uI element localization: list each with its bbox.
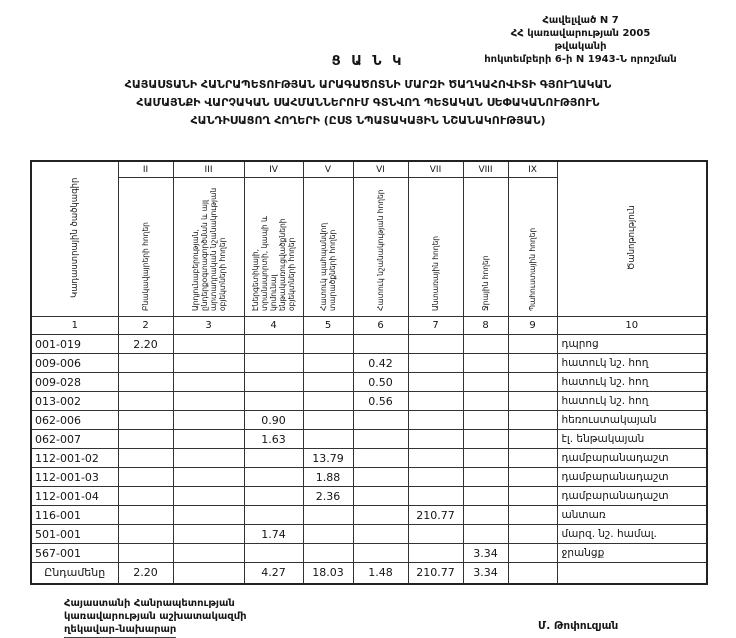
appendix-line-3: հոկտեմբերի 6-ի N 1943-Ն որոշման [484,54,677,65]
cell-value [303,354,353,373]
col-number: 2 [118,317,173,335]
cell-value: 1.74 [244,525,303,544]
cell-value: 3.34 [463,544,508,563]
signatory-line-3 [64,623,247,638]
cell-value [353,525,408,544]
table-row [31,525,707,544]
total-value: 4.27 [244,563,303,584]
cell-value: 2.20 [118,335,173,354]
cell-value [508,335,557,354]
cell-value [118,354,173,373]
cell-note: դպրոց [557,335,707,354]
signatory-title: ղեկավար-նախարար [64,623,176,638]
cell-value [303,392,353,411]
cell-value: 13.79 [303,449,353,468]
roman-numeral-v: V [303,161,353,178]
cell-value [408,487,463,506]
cell-value [303,525,353,544]
cell-value [508,411,557,430]
total-value: 1.48 [353,563,408,584]
cell-value [408,354,463,373]
col-header-label: Հատուկ պահպանվող տարածքների հողեր [319,222,337,311]
cell-value [353,487,408,506]
cell-cadastral-code: 112-001-02 [31,449,118,468]
table-row [31,373,707,392]
cell-value [508,544,557,563]
table-row [31,335,707,354]
col-number: 4 [244,317,303,335]
total-value [508,563,557,584]
col-header-protected-areas [303,178,353,317]
cell-value [173,392,244,411]
total-value: 210.77 [408,563,463,584]
cell-value: 2.36 [303,487,353,506]
cell-value [118,392,173,411]
cell-value [408,544,463,563]
cell-note: հատուկ նշ. հող [557,354,707,373]
signatory-block [64,597,247,638]
cell-value [173,544,244,563]
col-number: 3 [173,317,244,335]
cell-cadastral-code: 013-002 [31,392,118,411]
cell-value [353,335,408,354]
cell-value [118,487,173,506]
cell-value [508,449,557,468]
table-row [31,411,707,430]
total-value: 18.03 [303,563,353,584]
col-number: 10 [557,317,707,335]
table-row [31,544,707,563]
cell-cadastral-code: 009-006 [31,354,118,373]
roman-numeral-vii: VII [408,161,463,178]
cell-value [463,449,508,468]
cell-value [303,411,353,430]
cell-value [303,506,353,525]
col-header-reserve [508,178,557,317]
cell-value [173,335,244,354]
cell-value [353,449,408,468]
col-header-water [463,178,508,317]
cell-note: էլ. ենթակայան [557,430,707,449]
col-header-label: Պահուստային հողեր [528,227,537,311]
appendix-line-1: Հավելված N 7 [542,15,619,26]
cell-value: 210.77 [408,506,463,525]
cell-value [353,411,408,430]
cell-value [508,373,557,392]
cell-cadastral-code: 112-001-03 [31,468,118,487]
cell-value [118,525,173,544]
cell-value [408,411,463,430]
cell-value [173,468,244,487]
table-row [31,468,707,487]
table-row [31,506,707,525]
cell-value [463,354,508,373]
cell-value [463,392,508,411]
cell-value: 0.90 [244,411,303,430]
total-note [557,563,707,584]
cell-value [244,335,303,354]
col-header-label: Էներգետիկայի, տրանսպորտի, կապի և կոմունալ ենթակառուցվածքների օբյեկտների հողեր [251,215,296,311]
col-header-label: Ծանոթություն [626,205,637,270]
cell-value [173,449,244,468]
cell-value [303,544,353,563]
cell-value [353,430,408,449]
cell-value: 0.56 [353,392,408,411]
cell-value [244,506,303,525]
cell-value [173,430,244,449]
cell-note: հատուկ նշ. հող [557,392,707,411]
col-header-industrial [173,178,244,317]
table-row [31,487,707,506]
total-row [31,563,707,584]
cell-value [463,487,508,506]
roman-numeral-row [31,161,707,178]
cell-value [408,449,463,468]
cell-value: 0.50 [353,373,408,392]
col-number: 1 [31,317,118,335]
cell-cadastral-code: 001-019 [31,335,118,354]
col-number: 6 [353,317,408,335]
subtitle-line-1: ՀԱՅԱՍՏԱՆԻ ՀԱՆՐԱՊԵՏՈՒԹՅԱՆ ԱՐԱԳԱԾՈՏՆԻ ՄԱՐԶԻ ԾԱՂԿԱՀՈՎԻՏԻ ԳՅՈՒՂԱԿԱՆ [124,78,612,91]
table-row [31,449,707,468]
col-header-label: Կադաստրային ծածկագիր [69,177,80,298]
roman-numeral-iii: III [173,161,244,178]
page-title: Ց Ա Ն Կ [331,54,405,69]
col-header-label: Ջրային հողեր [481,255,490,311]
cell-value [244,392,303,411]
cell-value [118,373,173,392]
cell-value [303,335,353,354]
cell-value [353,544,408,563]
roman-numeral-ix: IX [508,161,557,178]
table-row [31,392,707,411]
cell-note: դամբարանադաշտ [557,487,707,506]
appendix-line-2: ՀՀ կառավարության 2005 թվականի [510,28,651,52]
cell-value [408,373,463,392]
land-categories-table [30,160,708,585]
col-number: 5 [303,317,353,335]
cell-cadastral-code: 062-007 [31,430,118,449]
cell-cadastral-code: 009-028 [31,373,118,392]
cell-value [173,487,244,506]
cell-value [244,544,303,563]
col-header-special-purpose [353,178,408,317]
cell-note: դամբարանադաշտ [557,449,707,468]
cell-value [244,449,303,468]
cell-value [463,335,508,354]
cell-value [508,430,557,449]
cell-value [463,468,508,487]
total-value [173,563,244,584]
cell-cadastral-code: 062-006 [31,411,118,430]
cell-value [173,525,244,544]
cell-value [508,468,557,487]
col-header-label: Արդյունաբերության, ընդերքօգտագործման և այլ արտադրական նշանակության օբյեկտների հողեր [190,187,227,311]
cell-value [173,411,244,430]
cell-value [463,430,508,449]
cell-value [303,373,353,392]
cell-note: հեռուստակայան [557,411,707,430]
total-value: 2.20 [118,563,173,584]
cell-value: 1.88 [303,468,353,487]
table-row [31,430,707,449]
total-label: Ընդամենը [31,563,118,584]
cell-value [353,468,408,487]
roman-numeral-viii: VIII [463,161,508,178]
cell-value [244,468,303,487]
cell-value [508,392,557,411]
cell-value [118,449,173,468]
cell-value [463,373,508,392]
cell-value [303,430,353,449]
roman-numeral-ii: II [118,161,173,178]
cell-value [508,487,557,506]
cell-value [353,506,408,525]
cell-value [508,354,557,373]
col-header-label: Անտառային հողեր [431,236,440,311]
cell-note: հատուկ նշ. հող [557,373,707,392]
roman-numeral-vi: VI [353,161,408,178]
subtitle-line-3: ՀԱՆԴԻՍԱՑՈՂ ՀՈՂԵՐԻ (ԸՍՏ ՆՊԱՏԱԿԱՅԻՆ ՆՇԱՆԱԿՈՒԹՅԱՆ) [190,114,546,127]
signatory-line-2: կառավարության աշխատակազմի [64,611,247,622]
cell-value [408,525,463,544]
cell-value [244,354,303,373]
subtitle-line-2: ՀԱՄԱՅՆՔԻ ՎԱՐՉԱԿԱՆ ՍԱՀՄԱՆՆԵՐՈՒՄ ԳՏՆՎՈՂ ՊԵՏԱԿԱՆ ՍԵՓԱԿԱՆՈՒԹՅՈՒՆ [136,96,600,109]
cell-value [244,487,303,506]
col-header-label: Հատուկ նշանակության հողեր [376,189,385,311]
cell-value [118,411,173,430]
column-number-row [31,317,707,335]
total-value: 3.34 [463,563,508,584]
col-number: 9 [508,317,557,335]
cell-value [408,468,463,487]
signature-name: Մ. Թոփուզյան [538,620,619,632]
col-header-forest [408,178,463,317]
cell-value [118,468,173,487]
cell-value [508,525,557,544]
col-header-cadastral-code [31,161,118,317]
col-number: 7 [408,317,463,335]
col-number: 8 [463,317,508,335]
col-header-label: Բնակավայրերի հողեր [141,222,150,311]
cell-cadastral-code: 116-001 [31,506,118,525]
cell-value [463,525,508,544]
cell-value [408,392,463,411]
cell-value [173,506,244,525]
signatory-line-1: Հայաստանի Հանրապետության [64,598,235,609]
cell-value: 0.42 [353,354,408,373]
roman-numeral-iv: IV [244,161,303,178]
col-header-energy-transport [244,178,303,317]
cell-note: դամբարանադաշտ [557,468,707,487]
cell-value [173,354,244,373]
cell-value: 1.63 [244,430,303,449]
cell-value [408,335,463,354]
cell-value [118,430,173,449]
cell-cadastral-code: 567-001 [31,544,118,563]
cell-cadastral-code: 112-001-04 [31,487,118,506]
cell-cadastral-code: 501-001 [31,525,118,544]
cell-value [463,506,508,525]
table-row [31,354,707,373]
cell-value [118,544,173,563]
cell-note: ջրանցք [557,544,707,563]
cell-value [118,506,173,525]
cell-value [408,430,463,449]
col-header-notes [557,161,707,317]
col-header-residential [118,178,173,317]
cell-value [463,411,508,430]
cell-note: անտառ [557,506,707,525]
cell-value [173,373,244,392]
document-subtitle [0,76,736,130]
cell-value [508,506,557,525]
cell-value [244,373,303,392]
cell-note: մարզ. նշ. համալ. [557,525,707,544]
